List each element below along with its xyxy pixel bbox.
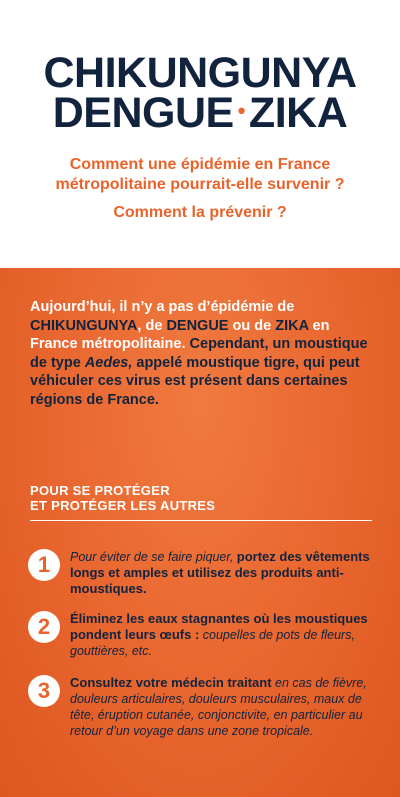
- question-1: [0, 155, 400, 195]
- title-dengue: DENGUE: [52, 89, 234, 137]
- question-1-line-1: Comment une épidémie en France: [69, 156, 331, 173]
- section-title-line-2: ET PROTÉGER LES AUTRES: [30, 498, 216, 513]
- intro-aedes: Aedes,: [84, 354, 133, 371]
- intro-text-5: Cependant, un moustique de type: [30, 336, 368, 371]
- intro-text-1: Aujourd’hui, il n’y a pas d’épidémie de: [30, 299, 295, 315]
- intro-text-2: , de: [137, 317, 167, 334]
- question-2: Comment la prévenir ?: [113, 204, 287, 221]
- intro-chikungunya: CHIKUNGUNYA: [30, 317, 138, 334]
- title-line-1: CHIKUNGUNYA: [43, 49, 357, 97]
- number-badge-2: 2: [28, 611, 60, 643]
- section-title: [30, 483, 370, 513]
- number-badge-1: 1: [28, 549, 60, 581]
- header: [0, 0, 400, 268]
- intro-text-6: appelé moustique tigre, qui peut véhiculer ces virus est présent dans certaines régions de France.: [30, 354, 360, 408]
- intro-zika: ZIKA: [275, 317, 309, 334]
- advice-2-bold: Éliminez les eaux stagnantes où les moustiques pondent leurs œufs :: [70, 611, 368, 642]
- intro-text-3: ou de: [228, 317, 276, 334]
- advice-text-2: [70, 611, 370, 659]
- title-separator: •: [237, 97, 245, 123]
- question-1-line-2: métropolitaine pourrait-elle survenir ?: [55, 176, 345, 193]
- advice-1-bold: portez des vêtements longs et amples et utilisez des produits anti-moustiques.: [70, 549, 370, 596]
- advice-3-detail: en cas de fièvre, douleurs articulaires, douleurs musculaires, maux de tête, éruption cutanée, conjonctivite, en particulier au retour d’un voyage dans une zone tropicale.: [70, 676, 367, 738]
- title-line-2: [0, 89, 400, 137]
- intro-text-4: en France métropolitaine.: [30, 317, 330, 352]
- advice-1-intro: Pour éviter de se faire piquer,: [70, 550, 237, 564]
- section-divider: [30, 520, 372, 521]
- intro-dengue: DENGUE: [166, 317, 229, 334]
- section-title-line-1: POUR SE PROTÉGER: [30, 483, 170, 498]
- advice-3-bold: Consultez votre médecin traitant: [70, 675, 272, 690]
- title-zika: ZIKA: [248, 89, 348, 137]
- advice-text-3: [70, 675, 370, 739]
- intro-paragraph: [30, 298, 375, 409]
- advice-text-1: [70, 549, 370, 597]
- number-badge-3: 3: [28, 675, 60, 707]
- advice-2-detail: coupelles de pots de fleurs, gouttières, etc.: [70, 628, 355, 658]
